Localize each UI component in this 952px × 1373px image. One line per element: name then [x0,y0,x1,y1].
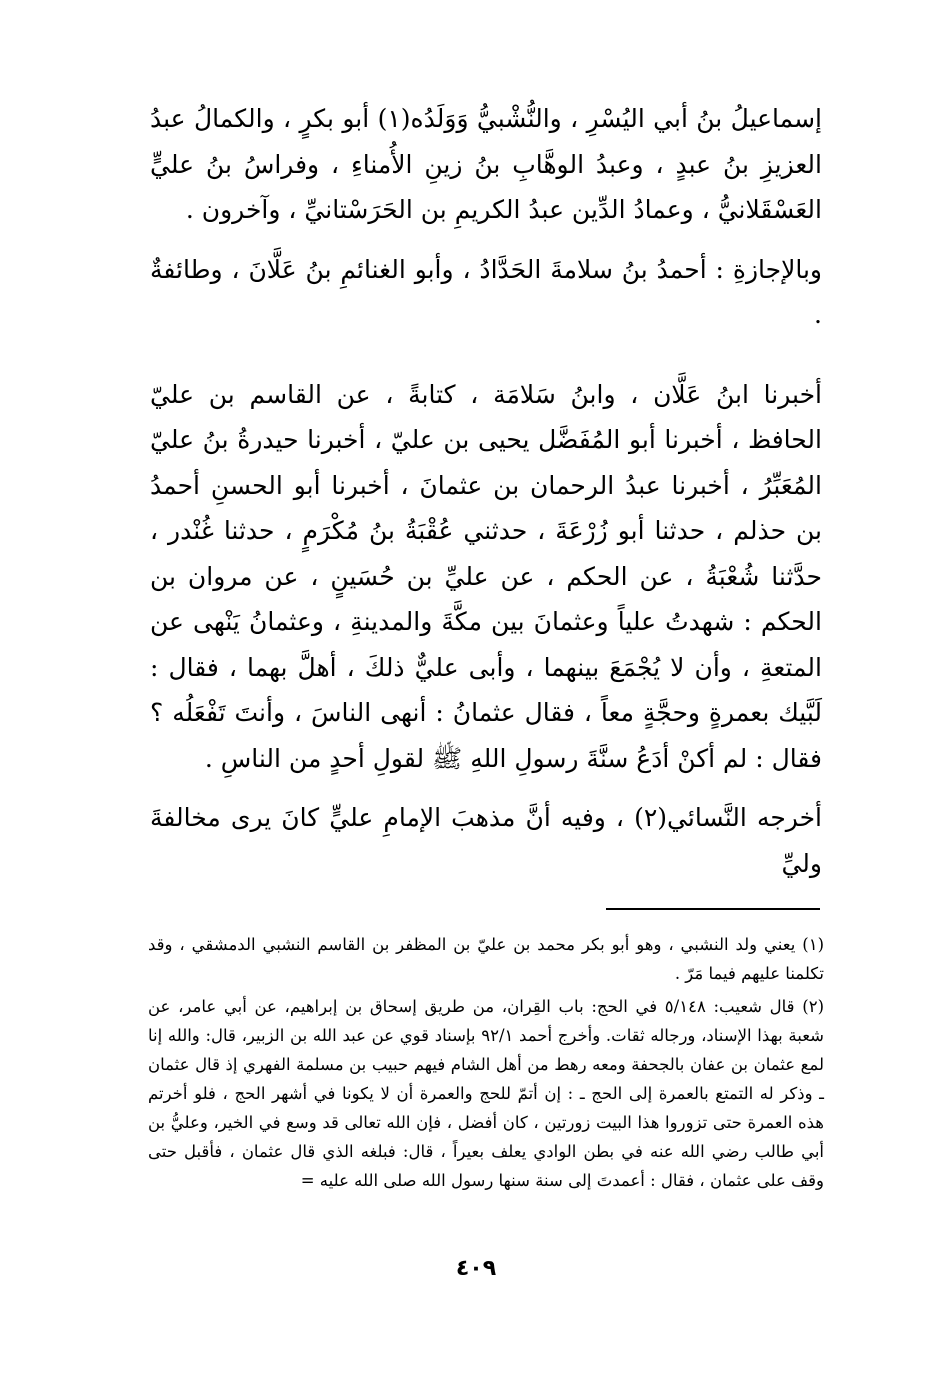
paragraph-1: إسماعيلُ بنُ أبي اليُسْرِ ، والنُّشْبيُّ وَوَلَدُه(١) أبو بكرٍ ، والكمالُ عبدُ العزيزِ بنُ عبدٍ ، وعبدُ الوهَّابِ بنُ زينِ الأُمناءِ ، وفراسُ بنُ عليٍّ العَسْقَلانيُّ ، وعمادُ الدِّين عبدُ الكريمِ بن الحَرَسْتانيِّ ، وآخرون . [150,104,822,224]
main-text [150,96,822,886]
page-number: ٤٠٩ [455,1256,497,1281]
paragraph-3: أخبرنا ابنُ عَلَّان ، وابنُ سَلامَة ، كتابةً ، عن القاسم بن عليّ الحافظ ، أخبرنا أبو المُفَضَّل يحيى بن عليّ ، أخبرنا حيدرةُ بنُ عليّ المُعَبِّرُ ، أخبرنا عبدُ الرحمان بن عثمانَ ، أخبرنا أبو الحسنِ أحمدُ بن حذلم ، حدثنا أبو زُرْعَةَ ، حدثني عُقْبَةُ بنُ مُكْرَمٍ ، حدثنا غُنْدر ، حدَّثنا شُعْبَةُ ، عن الحكم ، عن عليِّ بن حُسَينٍ ، عن مروان بن الحكم : شهدتُ علياً وعثمانَ بين مكَّةَ والمدينةِ ، وعثمانُ يَنْهى عن المتعةِ ، وأن لا يُجْمَعَ بينهما ، وأبى عليٌّ ذلكَ ، أهلَّ بهما ، فقال : لَبَّيك بعمرةٍ وحجَّةٍ معاً ، فقال عثمانُ : أنهى الناسَ ، وأنتَ تَفْعَلُه ؟ فقال : لم أكنْ أدَعُ سنَّةَ رسولِ اللهِ ﷺ لقولِ أحدٍ من الناسِ . [150,379,822,773]
footnotes [148,930,824,1195]
footnote-1: (١) يعني ولد النشبي ، وهو أبو بكر محمد بن عليّ بن المظفر بن القاسم النشبي الدمشقي ، وقد تكلمنا عليهم فيما مَرّ . [148,935,824,983]
paragraph-2: وبالإجازةِ : أحمدُ بنُ سلامةَ الحَدَّادُ ، وأبو الغنائمِ بنُ عَلَّانَ ، وطائفةٌ . [150,254,822,329]
footnote-separator [606,908,820,910]
footnote-2: (٢) قال شعيب: ٥/١٤٨ في الحج: باب القِران، من طريق إسحاق بن إبراهيم، عن أبي عامر، عن شعبة بهذا الإسناد، ورجاله ثقات. وأخرج أحمد ٩٢/١ بإسناد قوي عن عبد الله بن الزبير، قال: والله إنا لمع عثمان بن عفان بالجحفة ومعه رهط من أهل الشام فيهم حبيب بن مسلمة الفهري إذ قال عثمان ـ وذكر له التمتع بالعمرة إلى الحج ـ : إن أتمّ للحج والعمرة أن لا يكونا في أشهر الحج ، فلو أخرتم هذه العمرة حتى تزوروا هذا البيت زورتين ، كان أفضل ، فإن الله تعالى قد وسع في الخير، وعليُّ بن أبي طالب رضي الله عنه في بطن الوادي يعلف بعيراً ، قال: فبلغه الذي قال عثمان ، فأقبل حتى وقف على عثمان ، فقال : أعمدتَ إلى سنة سنها رسول الله صلى الله عليه = [148,997,824,1190]
paragraph-4: أخرجه النَّسائي(٢) ، وفيه أنَّ مذهبَ الإمامِ عليٍّ كانَ يرى مخالفةَ وليِّ [150,803,822,878]
